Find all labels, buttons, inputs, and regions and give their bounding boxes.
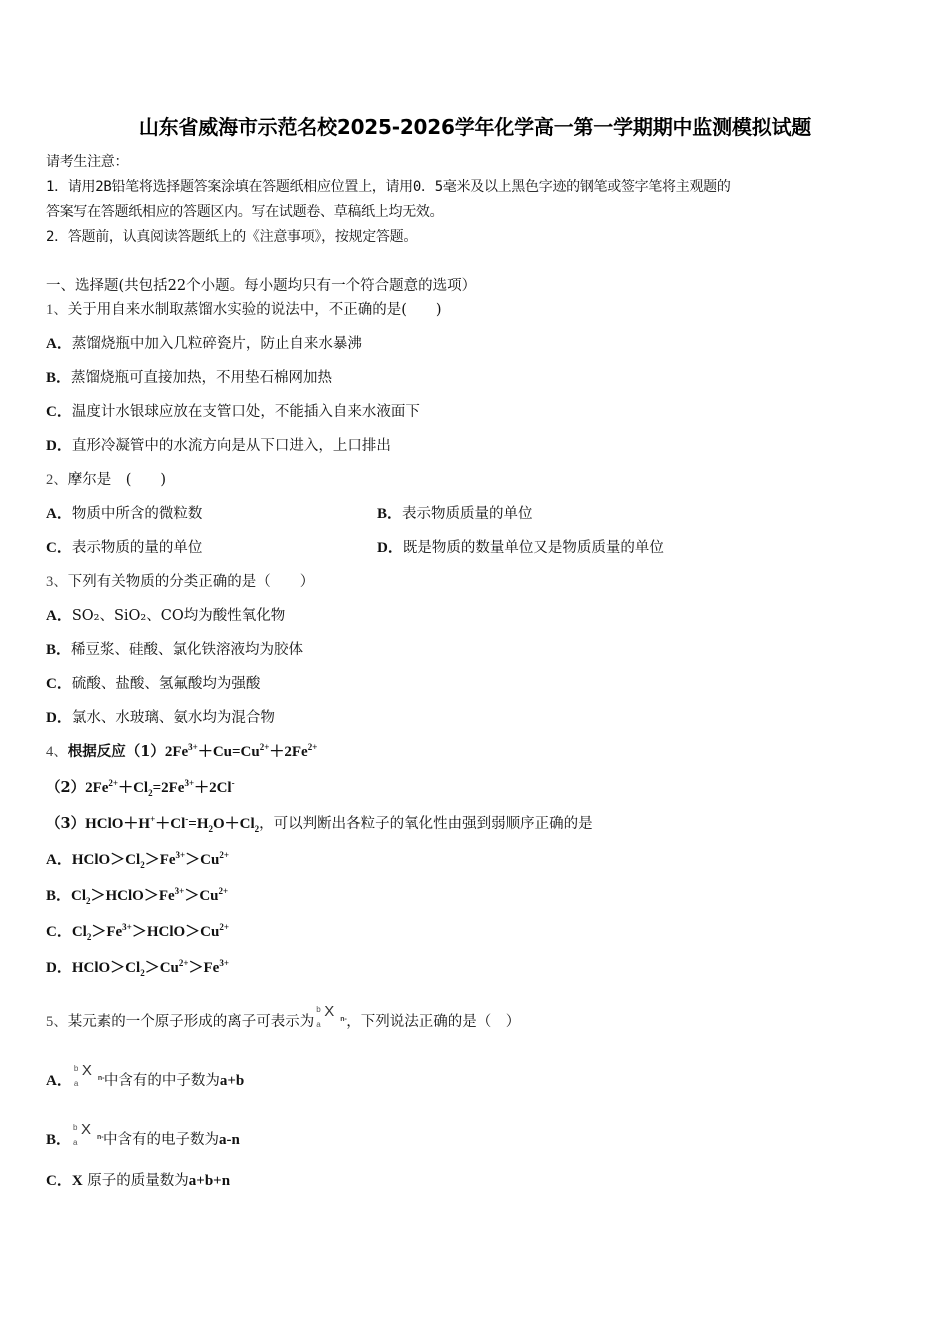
- question-5: 5、某元素的一个原子形成的离子可表示为 b a X n- ，下列说法正确的是（ ）: [46, 1003, 521, 1030]
- q1-option-c: C．温度计水银球应放在支管口处，不能插入自来水液面下: [46, 404, 420, 420]
- question-2: [46, 471, 166, 489]
- question-number: 3、: [46, 574, 68, 590]
- notice-heading: 请考生注意：: [46, 154, 129, 170]
- question-number: 1、: [46, 302, 68, 318]
- q2-option-a: A．物质中所含的微粒数: [46, 506, 203, 522]
- reaction-2-line: $(2)2Fe^{2+}+Cl_2=2Fe^{3+}+2Cl^-$: [46, 778, 235, 798]
- q1-option-a: A．蒸馏烧瓶中加入几粒碎瓷片，防止自来水暴沸: [46, 336, 362, 352]
- question-1: [46, 301, 442, 319]
- notice-item-1-line-1: 1．请用2B铅笔将选择题答案涂填在答题纸相应位置上，请用0．5毫米及以上黑色字迹的钢笔或签字笔将主观题的: [46, 179, 731, 195]
- q3-option-b: B．稀豆浆、硅酸、氯化铁溶液均为胶体: [46, 642, 304, 658]
- reaction-3-line: $(3)HClO+H^++Cl^-=H_2O+Cl_2$，可以判断出各粒子的氧化性由强到弱顺序正确的是: [46, 814, 593, 834]
- q2-option-c: C．表示物质的量的单位: [46, 540, 203, 556]
- question-3: [46, 573, 314, 591]
- q3-option-d: D．氯水、水玻璃、氨水均为混合物: [46, 710, 275, 726]
- exam-title: 山东省威海市示范名校2025-2026学年化学高一第一学期期中监测模拟试题: [138, 115, 812, 139]
- q2-option-b: B．表示物质质量的单位: [377, 506, 533, 522]
- reaction-1: $2Fe^{3+}+Cu=Cu^{2+}+2Fe^{2+}$: [164, 742, 318, 760]
- nuclide-symbol: b a X n-: [316, 1003, 347, 1029]
- question-stem: 根据反应: [67, 743, 126, 760]
- section-heading: 一、选择题(共包括22个小题。每小题均只有一个符合题意的选项）: [46, 278, 477, 294]
- q3-option-c: C．硫酸、盐酸、氢氟酸均为强酸: [46, 676, 261, 692]
- q5-option-b: B． b a X n- 中含有的电子数为a-n: [46, 1121, 240, 1148]
- reaction-2: $2Fe^{2+}+Cl_2=2Fe^{3+}+2Cl^-$: [85, 778, 235, 798]
- question-number: 2、: [46, 472, 68, 488]
- q4-option-d: D．$HClO>Cl_2>Cu^{2+}>Fe^{3+}$: [46, 958, 229, 978]
- q1-option-b: B．蒸馏烧瓶可直接加热，不用垫石棉网加热: [46, 370, 333, 386]
- question-stem: 关于用自来水制取蒸馏水实验的说法中，不正确的是( ): [67, 302, 442, 318]
- reaction-3: $HClO+H^++Cl^-=H_2O+Cl_2$: [85, 814, 260, 834]
- question-number: 4、: [46, 744, 68, 760]
- notice-item-1-line-2: 答案写在答题纸相应的答题区内。写在试题卷、草稿纸上均无效。: [46, 204, 444, 220]
- q2-option-d: D．既是物质的数量单位又是物质质量的单位: [377, 540, 664, 556]
- question-stem: 下列有关物质的分类正确的是（ ）: [67, 574, 315, 590]
- notice-item-2: 2．答题前，认真阅读答题纸上的《注意事项》，按规定答题。: [46, 229, 418, 245]
- q5-option-a: A． b a X n- 中含有的中子数为a+b: [46, 1062, 245, 1089]
- q4-option-b: B．$Cl_2>HClO>Fe^{3+}>Cu^{2+}$: [46, 886, 229, 906]
- q5-option-c: C．X 原子的质量数为a+b+n: [46, 1173, 231, 1189]
- nuclide-symbol: b a X n-: [73, 1062, 105, 1088]
- q4-option-a: A．$HClO>Cl_2>Fe^{3+}>Cu^{2+}$: [46, 850, 229, 870]
- question-number: 5、: [46, 1014, 68, 1030]
- nuclide-symbol: b a X n-: [73, 1121, 104, 1147]
- q3-option-a: A．SO₂、SiO₂、CO均为酸性氧化物: [46, 608, 286, 624]
- q4-option-c: C．$Cl_2>Fe^{3+}>HClO>Cu^{2+}$: [46, 922, 229, 942]
- question-4: 4、根据反应$(1)2Fe^{3+}+Cu=Cu^{2+}+2Fe^{2+}$: [46, 742, 318, 760]
- q1-option-d: D．直形冷凝管中的水流方向是从下口进入，上口排出: [46, 438, 391, 454]
- question-stem: 摩尔是 ( ): [67, 472, 167, 488]
